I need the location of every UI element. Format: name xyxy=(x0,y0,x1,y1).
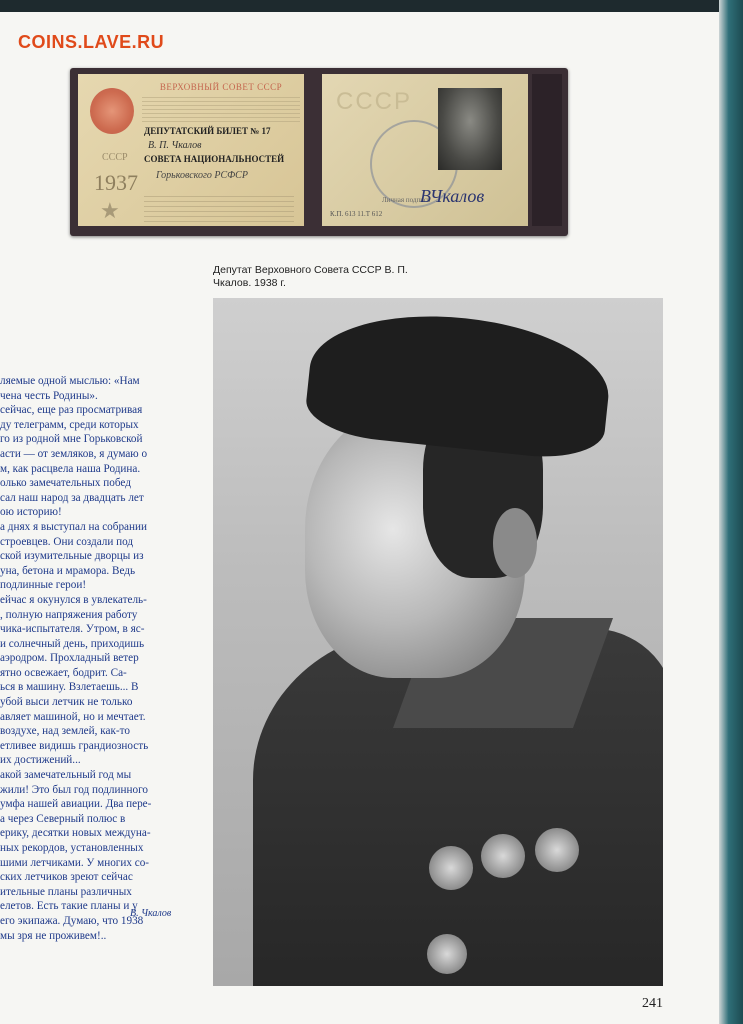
text-line: воздухе, над землей, как-то xyxy=(0,725,130,738)
page-number: 241 xyxy=(642,996,663,1011)
region-name: Горьковского РСФСР xyxy=(156,170,248,181)
author-signature: В. Чкалов xyxy=(130,908,172,919)
text-line: асти — от земляков, я думаю о xyxy=(0,447,148,460)
card-header: ВЕРХОВНЫЙ СОВЕТ СССР xyxy=(159,82,283,92)
text-line: его экипажа. Думаю, что 1938 xyxy=(0,914,144,927)
deputy-id-card xyxy=(70,68,568,236)
text-line: ской изумительные дворцы из xyxy=(0,550,144,563)
text-line: а днях я выступал на собрании xyxy=(0,520,147,533)
text-line: ляемые одной мыслью: «Нам xyxy=(0,375,140,387)
text-line: чена честь Родины». xyxy=(0,389,98,402)
card-sssr-large: СССР xyxy=(336,88,413,115)
text-line: етливее видишь грандиозность xyxy=(0,739,149,752)
text-line: ду телеграмм, среди которых xyxy=(0,418,139,431)
text-line: ься в машину. Взлетаешь... В xyxy=(0,681,139,694)
medal-icon xyxy=(481,834,525,878)
text-line: елетов. Есть такие планы и у xyxy=(0,900,138,913)
text-line: акой замечательный год мы xyxy=(0,769,132,782)
medal-icon xyxy=(429,846,473,890)
text-line: уна, бетона и мрамора. Ведь xyxy=(0,564,136,577)
text-line: их достижений... xyxy=(0,754,81,767)
card-fine-print xyxy=(142,96,300,122)
text-line: а через Северный полюс в xyxy=(0,812,126,825)
card-fine-print-2 xyxy=(144,196,294,222)
text-line: ерику, десятки новых междуна- xyxy=(0,827,151,840)
page-edge xyxy=(719,0,743,1024)
holder-name: В. П. Чкалов xyxy=(148,140,202,151)
text-line: олько замечательных побед xyxy=(0,477,131,490)
text-line: строевцев. Они создали под xyxy=(0,535,134,548)
star-icon: ★ xyxy=(100,198,120,223)
card-cover-flap xyxy=(532,74,562,226)
card-year: 1937 xyxy=(94,170,138,195)
watermark: COINS.LAVE.RU xyxy=(18,32,165,52)
photo-caption: Депутат Верховного Совета СССР В. П. Чкалов. 1938 г. xyxy=(213,264,408,289)
text-line: ятно освежает, бодрит. Са- xyxy=(0,666,127,679)
text-line: аэродром. Прохладный ветер xyxy=(0,652,139,665)
card-left-page xyxy=(78,74,304,226)
top-edge xyxy=(0,0,743,12)
text-line: подлинные герои! xyxy=(0,579,87,592)
text-line: ительные планы различных xyxy=(0,885,132,898)
article-text xyxy=(0,374,190,943)
text-line: сал наш народ за двадцать лет xyxy=(0,491,144,504)
text-line: жили! Это был год подлинного xyxy=(0,783,148,796)
text-line: ою историю! xyxy=(0,506,62,519)
card-code: К.П. 613 11.Т 612 xyxy=(330,210,383,218)
card-sssr-small: СССР xyxy=(102,152,128,163)
text-line: чика-испытателя. Утром, в яс- xyxy=(0,623,145,636)
text-line: ных рекордов, установленных xyxy=(0,842,144,854)
text-line: сейчас, еще раз просматривая xyxy=(0,404,143,417)
text-line: ских летчиков зреют сейчас xyxy=(0,871,133,884)
text-line: и солнечный день, приходишь xyxy=(0,637,145,650)
text-line: го из родной мне Горьковской xyxy=(0,433,143,446)
holder-photo xyxy=(438,88,502,170)
text-line: , полную напряжения работу xyxy=(0,608,138,621)
star-medal-icon xyxy=(427,934,467,974)
text-line: м, как расцвела наша Родина. xyxy=(0,462,141,475)
text-line: умфа нашей авиации. Два пере- xyxy=(0,798,152,811)
signature-label: Личная подпись xyxy=(382,196,431,204)
portrait-ear xyxy=(493,508,537,578)
text-line: мы зря не проживем!.. xyxy=(0,929,107,942)
text-line: ейчас я окунулся в увлекатель- xyxy=(0,593,147,606)
coat-of-arms-icon xyxy=(90,88,134,134)
card-right-page xyxy=(322,74,528,226)
medal-icon xyxy=(535,828,579,872)
text-line: шими летчиками. У многих со- xyxy=(0,856,150,869)
text-line: авляет машиной, но и мечтает. xyxy=(0,710,146,723)
ticket-number: ДЕПУТАТСКИЙ БИЛЕТ № 17 xyxy=(144,126,271,136)
holder-signature: ВЧкалов xyxy=(420,186,485,206)
council-name: СОВЕТА НАЦИОНАЛЬНОСТЕЙ xyxy=(144,154,285,164)
text-line: убой выси летчик не только xyxy=(0,696,133,709)
portrait-photo xyxy=(213,298,663,986)
